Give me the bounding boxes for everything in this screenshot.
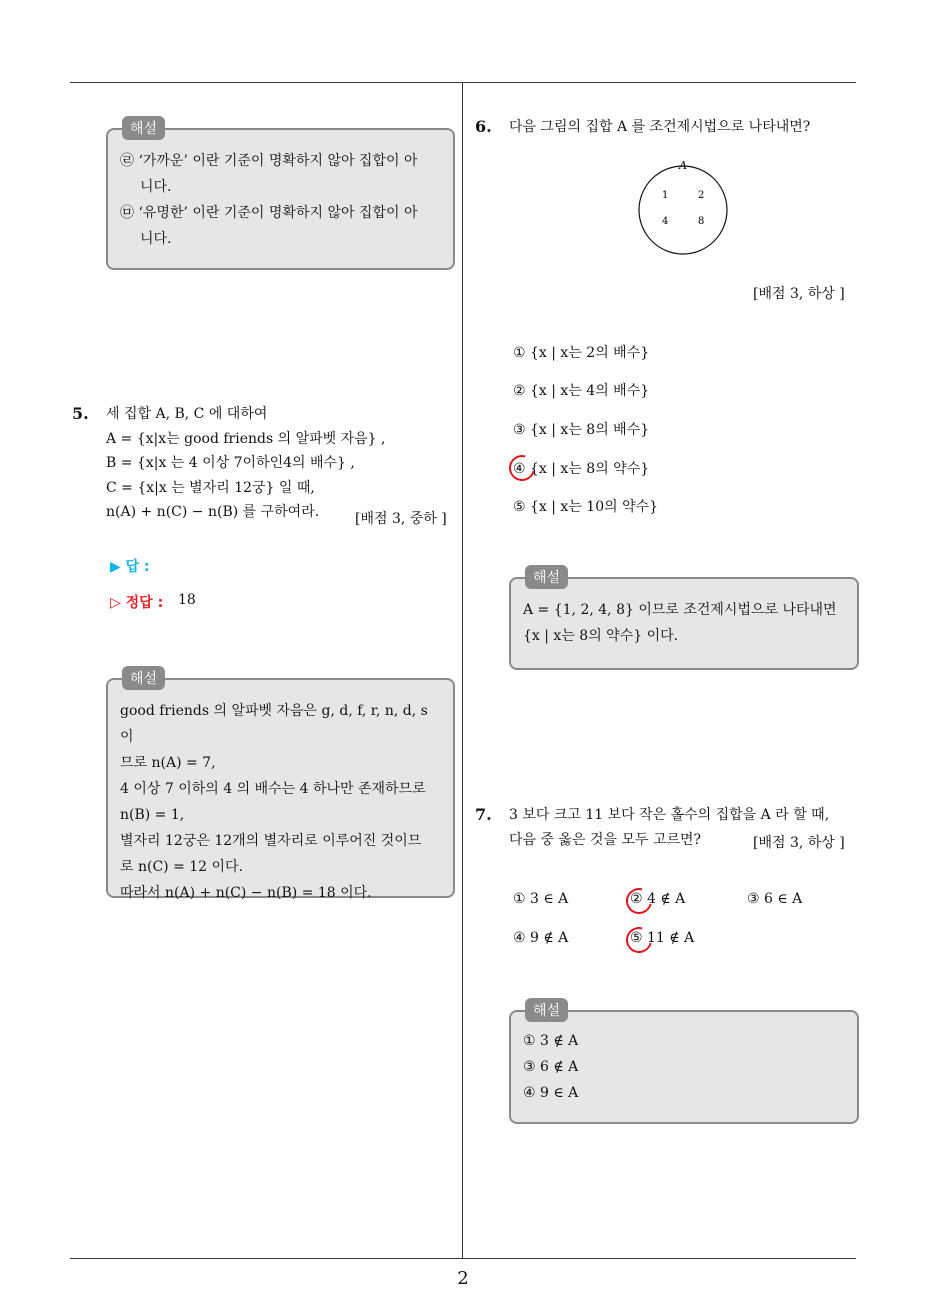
top-rule <box>70 82 856 83</box>
q5-line: n(A) + n(C) − n(B) 를 구하여라. <box>106 504 320 520</box>
marked-answer-circle-icon <box>621 883 657 919</box>
set-diagram <box>632 156 736 260</box>
set-element: 2 <box>698 190 705 201</box>
explanation-line: ③ 6 ∉ A <box>523 1059 579 1075</box>
explanation-box-q7 <box>509 1003 859 1124</box>
question-7-number: 7. <box>475 805 492 824</box>
explanation-line: 로 n(C) = 12 이다. <box>120 859 244 875</box>
q5-line: A = {x|x는 good friends 의 알파벳 자음} , <box>106 430 386 447</box>
explanation-box-q5 <box>106 671 455 901</box>
q7-line: 3 보다 크고 11 보다 작은 홀수의 집합을 A 라 할 때, <box>509 807 830 823</box>
explanation-line: 별자리 12궁은 12개의 별자리로 이루어진 것이므 <box>120 833 422 849</box>
explanation-label: 해설 <box>525 998 568 1022</box>
q6-choice-1[interactable]: ① {x | x는 2의 배수} <box>513 345 650 361</box>
explanation-label: 해설 <box>122 666 165 690</box>
explanation-line: 니다. <box>140 231 172 247</box>
question-6-text: 다음 그림의 집합 A 를 조건제시법으로 나타내면? <box>509 119 811 135</box>
column-divider <box>462 83 463 1258</box>
question-6-points: [배점 3, 하상 ] <box>753 286 845 302</box>
q7-choice-4[interactable]: ④ 9 ∉ A <box>513 930 569 946</box>
explanation-line: ㉣ ‘가까운’ 이란 기준이 명확하지 않아 집합이 아 <box>120 153 418 169</box>
correct-answer-label: ▷ 정답 : <box>110 595 164 611</box>
explanation-line: A = {1, 2, 4, 8} 이므로 조건제시법으로 나타내면 <box>523 602 837 618</box>
set-element: 8 <box>698 216 705 227</box>
explanation-line: n(B) = 1, <box>120 807 185 823</box>
set-element: 4 <box>662 216 669 227</box>
q6-choice-2[interactable]: ② {x | x는 4의 배수} <box>513 383 650 399</box>
marked-answer-circle-icon <box>504 450 540 486</box>
q7-line: 다음 중 옳은 것을 모두 고르면? <box>509 831 702 848</box>
explanation-line: 따라서 n(A) + n(C) − n(B) = 18 이다. <box>120 885 372 901</box>
q7-choice-3[interactable]: ③ 6 ∈ A <box>747 891 803 907</box>
q5-line: B = {x|x 는 4 이상 7이하인4의 배수} , <box>106 455 355 471</box>
explanation-line: 4 이상 7 이하의 4 의 배수는 4 하나만 존재하므로 <box>120 781 426 797</box>
explanation-label: 해설 <box>525 565 568 589</box>
set-element: 1 <box>662 190 669 201</box>
question-7-points: [배점 3, 하상 ] <box>753 835 845 851</box>
q5-line: C = {x|x 는 별자리 12궁} 일 때, <box>106 479 315 496</box>
q6-choice-5[interactable]: ⑤ {x | x는 10의 약수} <box>513 499 659 515</box>
explanation-line: ④ 9 ∈ A <box>523 1085 579 1101</box>
explanation-label: 해설 <box>122 116 165 140</box>
explanation-line: good friends 의 알파벳 자음은 g, d, f, r, n, d, s 이 <box>120 703 428 745</box>
q6-choice-4[interactable]: ④ {x | x는 8의 약수} <box>513 461 650 477</box>
question-5-points: [배점 3, 중하 ] <box>355 511 447 527</box>
q7-choice-1[interactable]: ① 3 ∈ A <box>513 891 569 907</box>
explanation-line: ㉤ ‘유명한’ 이란 기준이 명확하지 않아 집합이 아 <box>120 205 418 221</box>
explanation-line: {x | x는 8의 약수} 이다. <box>523 628 679 644</box>
q7-choice-2[interactable]: ② 4 ∉ A <box>630 891 686 907</box>
q5-line: 세 집합 A, B, C 에 대하여 <box>106 406 268 422</box>
explanation-box-q6 <box>509 570 859 670</box>
question-5-text <box>106 402 451 525</box>
correct-answer-value: 18 <box>178 592 196 608</box>
page-number: 2 <box>457 1268 469 1289</box>
marked-answer-circle-icon <box>621 922 657 958</box>
explanation-line: ① 3 ∉ A <box>523 1033 579 1049</box>
question-6-number: 6. <box>475 117 492 136</box>
bottom-rule <box>70 1258 856 1259</box>
explanation-line: 니다. <box>140 179 172 195</box>
set-name-label: A <box>679 159 687 172</box>
answer-input-label[interactable]: ▶ 답 : <box>110 559 150 575</box>
explanation-line: 므로 n(A) = 7, <box>120 755 216 771</box>
q7-choice-5[interactable]: ⑤ 11 ∉ A <box>630 930 695 946</box>
q6-choice-3[interactable]: ③ {x | x는 8의 배수} <box>513 422 650 438</box>
explanation-box-prev <box>106 121 455 270</box>
question-5-number: 5. <box>72 404 89 423</box>
